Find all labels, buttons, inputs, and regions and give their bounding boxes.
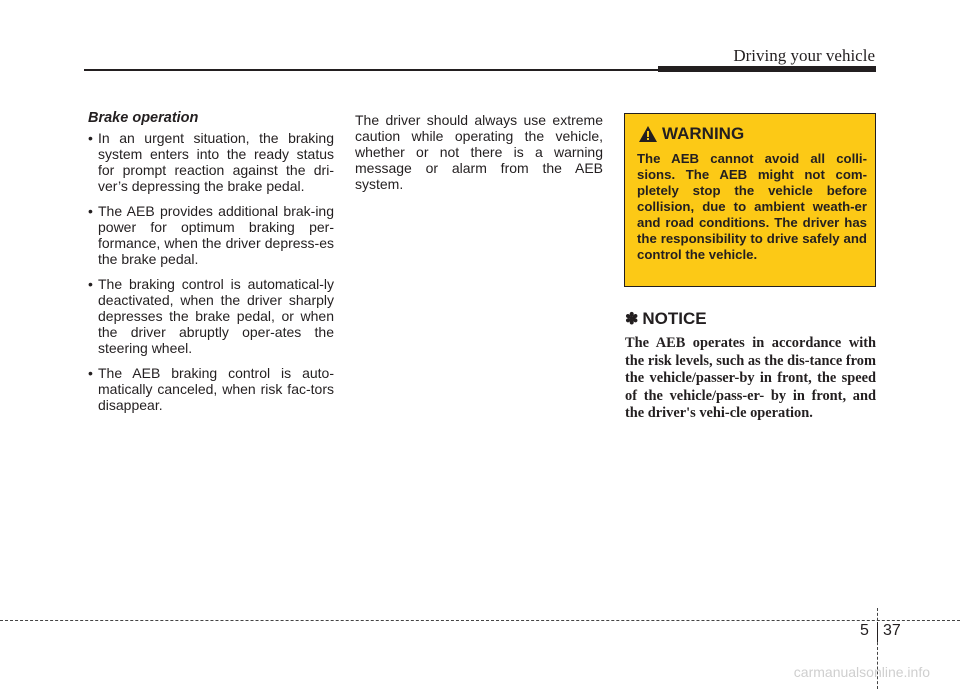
list-item: • The braking control is automatical-ly deactivated, when the driver sharply depresses the brake pedal, or when the driver abruptly oper-ates the steering wheel. [88,276,334,356]
notice-text: The AEB operates in accordance with the risk levels, such as the dis-tance from the vehicle/passer-by in front, the speed of the vehicle/pass-er- by in front, and the driver's vehi-cle operation. [625,335,876,421]
notice-asterisk-icon: ✽ [625,311,639,328]
header-rule [84,69,664,71]
notice-title: NOTICE [642,309,707,328]
brake-operation-heading: Brake operation [88,110,199,126]
footer-dashed-rule [0,620,960,621]
chapter-number: 5 [860,622,869,639]
list-item: • The AEB provides additional brak-ing power for optimum braking per-formance, when the driver depress-es the brake pedal. [88,203,334,267]
section-title: Driving your vehicle [733,46,875,65]
caution-paragraph: The driver should always use extreme caution while operating the vehicle, whether or not there is a warning message or alarm from the AEB system. [355,112,603,192]
watermark: carmanualsonline.info [793,664,930,680]
page-number-divider [877,622,878,642]
list-item: • The AEB braking control is auto-matically canceled, when risk fac-tors disappear. [88,365,334,413]
warning-text: The AEB cannot avoid all colli-sions. The AEB might not com-pletely stop the vehicle before collision, due to ambient weath-er and road conditions. The driver has the responsibility to drive safely and control the vehicle. [637,151,867,262]
warning-box [624,113,876,287]
page-number: 37 [883,622,901,639]
list-item: • In an urgent situation, the braking system enters into the ready status for prompt reaction against the dri-ver’s depressing the brake pedal. [88,130,334,194]
notice-header [625,309,707,329]
warning-triangle-icon [638,125,658,143]
left-column [88,110,334,422]
brake-operation-list [88,130,334,413]
warning-header [638,124,744,144]
header-rule-accent [658,66,876,72]
warning-title: WARNING [662,124,745,143]
